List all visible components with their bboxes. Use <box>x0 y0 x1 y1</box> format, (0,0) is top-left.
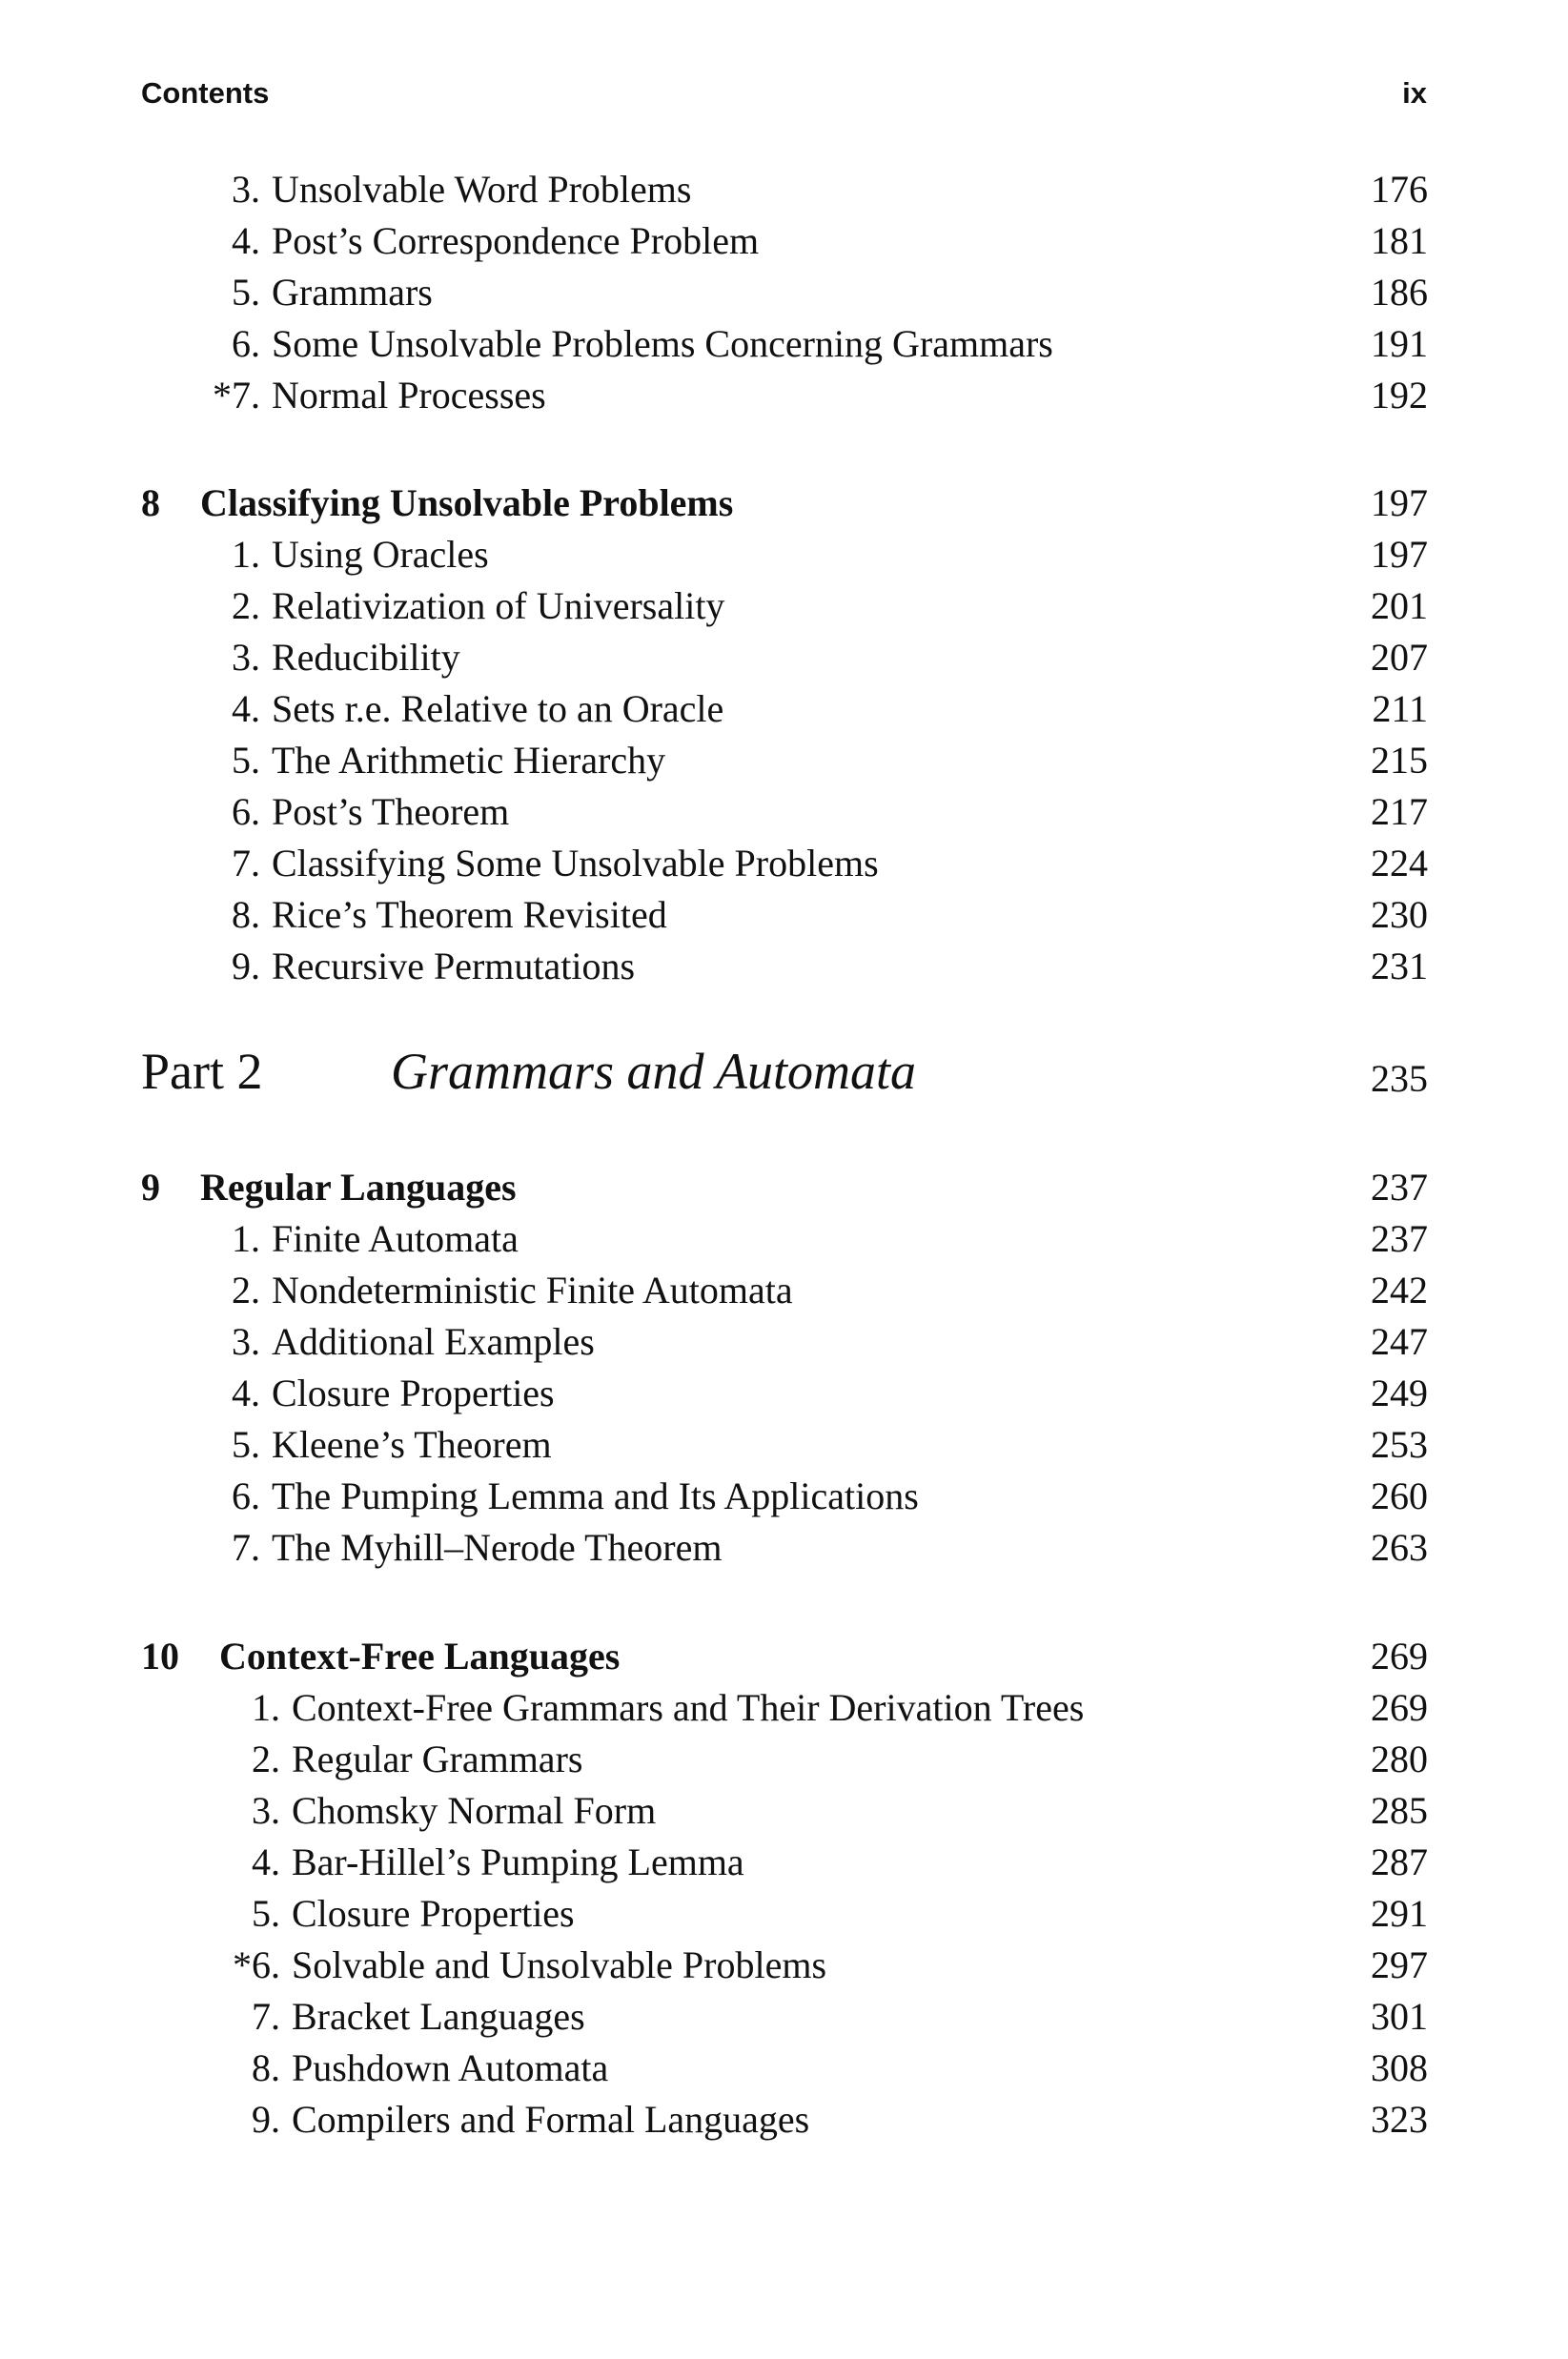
toc-entry <box>141 632 1428 683</box>
section-number: 3. <box>232 636 260 679</box>
section-number: 6. <box>232 322 260 365</box>
section-number: 1. <box>232 1217 260 1260</box>
chapter-number: 9 <box>141 1166 160 1209</box>
section-title: Rice’s Theorem Revisited <box>272 893 667 936</box>
section-title: Closure Properties <box>272 1372 555 1414</box>
chapter-page: 197 <box>1371 481 1428 524</box>
section-page: 224 <box>1371 842 1428 885</box>
section-page: 230 <box>1371 893 1428 936</box>
toc-entry <box>141 318 1428 370</box>
toc-entry <box>141 164 1428 215</box>
section-page: 207 <box>1371 636 1428 679</box>
section-title: Grammars <box>272 271 433 314</box>
section-page: 285 <box>1371 1789 1428 1832</box>
section-title: Kleene’s Theorem <box>272 1423 552 1466</box>
section-number: 2. <box>232 1269 260 1312</box>
section-page: 301 <box>1371 1995 1428 2038</box>
toc-entry <box>141 786 1428 838</box>
section-number: 4. <box>232 1372 260 1414</box>
toc-entry <box>141 735 1428 786</box>
toc-entry <box>141 1419 1428 1471</box>
section-number: 4. <box>232 687 260 730</box>
chapter-title: Regular Languages <box>200 1166 517 1209</box>
section-title: Post’s Theorem <box>272 790 510 833</box>
section-title: Classifying Some Unsolvable Problems <box>272 842 879 885</box>
section-page: 280 <box>1371 1738 1428 1780</box>
section-title: Sets r.e. Relative to an Oracle <box>272 687 724 730</box>
section-title: Finite Automata <box>272 1217 519 1260</box>
part-page: 235 <box>1371 1057 1428 1100</box>
toc-entry <box>141 1522 1428 1574</box>
section-page: 237 <box>1371 1217 1428 1260</box>
toc-entry <box>141 1682 1428 1734</box>
chapter-page: 269 <box>1371 1635 1428 1678</box>
section-title: The Pumping Lemma and Its Applications <box>272 1474 919 1517</box>
section-title: Nondeterministic Finite Automata <box>272 1269 793 1312</box>
section-page: 247 <box>1371 1320 1428 1363</box>
toc-entry <box>141 941 1428 992</box>
toc-entry <box>141 838 1428 889</box>
section-page: 291 <box>1371 1892 1428 1935</box>
section-page: 308 <box>1371 2046 1428 2089</box>
section-number: 5. <box>232 1423 260 1466</box>
toc-entry <box>141 267 1428 318</box>
section-number: 3. <box>232 168 260 211</box>
section-number: 9. <box>252 2098 280 2141</box>
toc-top-sections <box>141 164 1428 421</box>
section-title: The Myhill–Nerode Theorem <box>272 1526 723 1569</box>
section-title: Reducibility <box>272 636 460 679</box>
section-number: 8. <box>232 893 260 936</box>
running-head <box>141 72 1427 114</box>
toc-chapter-8 <box>141 478 1428 992</box>
section-page: 176 <box>1371 168 1428 211</box>
section-page: 253 <box>1371 1423 1428 1466</box>
section-number: 7. <box>232 842 260 885</box>
section-title: Recursive Permutations <box>272 945 636 987</box>
page-number: ix <box>1402 76 1427 110</box>
toc-entry <box>141 1265 1428 1316</box>
chapter-number: 8 <box>141 481 160 524</box>
section-page: 242 <box>1371 1269 1428 1312</box>
section-number: 5. <box>232 271 260 314</box>
section-page: 249 <box>1371 1372 1428 1414</box>
toc-part-2 <box>141 1033 1428 1109</box>
section-title: Some Unsolvable Problems Concerning Grammars <box>272 322 1053 365</box>
section-page: 263 <box>1371 1526 1428 1569</box>
section-page: 192 <box>1371 374 1428 417</box>
section-number: 1. <box>232 533 260 576</box>
section-number: 2. <box>232 584 260 627</box>
section-page: 217 <box>1371 790 1428 833</box>
section-number: 1. <box>252 1686 280 1729</box>
section-title: Solvable and Unsolvable Problems <box>292 1943 827 1986</box>
toc-entry <box>141 2094 1428 2145</box>
section-title: Chomsky Normal Form <box>292 1789 657 1832</box>
toc-entry <box>141 1837 1428 1888</box>
section-number: *7. <box>213 374 260 417</box>
section-page: 260 <box>1371 1474 1428 1517</box>
section-number: 9. <box>232 945 260 987</box>
section-number: 3. <box>232 1320 260 1363</box>
toc-entry <box>141 370 1428 421</box>
section-number: 6. <box>232 1474 260 1517</box>
toc-entry <box>141 1888 1428 1940</box>
toc-entry <box>141 683 1428 735</box>
chapter-title: Classifying Unsolvable Problems <box>200 481 734 524</box>
section-title: Compilers and Formal Languages <box>292 2098 810 2141</box>
section-page: 191 <box>1371 322 1428 365</box>
section-page: 287 <box>1371 1840 1428 1883</box>
section-title: Relativization of Universality <box>272 584 725 627</box>
toc-entry <box>141 1785 1428 1837</box>
part-label: Part 2 <box>141 1043 263 1100</box>
section-page: 231 <box>1371 945 1428 987</box>
toc-entry <box>141 215 1428 267</box>
toc-entry <box>141 1213 1428 1265</box>
section-page: 211 <box>1372 687 1428 730</box>
section-page: 197 <box>1371 533 1428 576</box>
section-page: 269 <box>1371 1686 1428 1729</box>
chapter-heading <box>141 478 1428 529</box>
toc-entry <box>141 1940 1428 1991</box>
section-page: 323 <box>1371 2098 1428 2141</box>
section-number: 4. <box>252 1840 280 1883</box>
section-title: Post’s Correspondence Problem <box>272 219 760 262</box>
chapter-page: 237 <box>1371 1166 1428 1209</box>
section-title: Using Oracles <box>272 533 489 576</box>
section-number: 7. <box>252 1995 280 2038</box>
section-number: 5. <box>252 1892 280 1935</box>
toc-entry <box>141 1991 1428 2043</box>
section-title: Context-Free Grammars and Their Derivation Trees <box>292 1686 1085 1729</box>
section-number: 4. <box>232 219 260 262</box>
section-title: Closure Properties <box>292 1892 575 1935</box>
chapter-number: 10 <box>141 1635 179 1678</box>
section-title: Regular Grammars <box>292 1738 583 1780</box>
toc-entry <box>141 2043 1428 2094</box>
section-page: 297 <box>1371 1943 1428 1986</box>
toc-entry <box>141 1316 1428 1368</box>
toc-entry <box>141 580 1428 632</box>
chapter-heading <box>141 1162 1428 1213</box>
toc-chapter-10 <box>141 1631 1428 2145</box>
section-title: Pushdown Automata <box>292 2046 609 2089</box>
chapter-title: Context-Free Languages <box>219 1635 621 1678</box>
section-page: 181 <box>1371 219 1428 262</box>
part-heading <box>141 1033 1428 1109</box>
section-title: Bar-Hillel’s Pumping Lemma <box>292 1840 744 1883</box>
section-title: Additional Examples <box>272 1320 595 1363</box>
chapter-heading <box>141 1631 1428 1682</box>
section-title: The Arithmetic Hierarchy <box>272 739 666 782</box>
toc-entry <box>141 889 1428 941</box>
toc-chapter-9 <box>141 1162 1428 1574</box>
section-number: 7. <box>232 1526 260 1569</box>
section-number: 8. <box>252 2046 280 2089</box>
toc-entry <box>141 1368 1428 1419</box>
toc-entry <box>141 1471 1428 1522</box>
section-title: Normal Processes <box>272 374 546 417</box>
section-title: Bracket Languages <box>292 1995 585 2038</box>
section-number: *6. <box>233 1943 280 1986</box>
running-head-title: Contents <box>141 76 270 110</box>
section-number: 3. <box>252 1789 280 1832</box>
part-title: Grammars and Automata <box>391 1043 917 1100</box>
section-number: 5. <box>232 739 260 782</box>
toc-entry <box>141 529 1428 580</box>
section-number: 2. <box>252 1738 280 1780</box>
section-number: 6. <box>232 790 260 833</box>
section-title: Unsolvable Word Problems <box>272 168 692 211</box>
section-page: 186 <box>1371 271 1428 314</box>
section-page: 201 <box>1371 584 1428 627</box>
toc-entry <box>141 1734 1428 1785</box>
section-page: 215 <box>1371 739 1428 782</box>
